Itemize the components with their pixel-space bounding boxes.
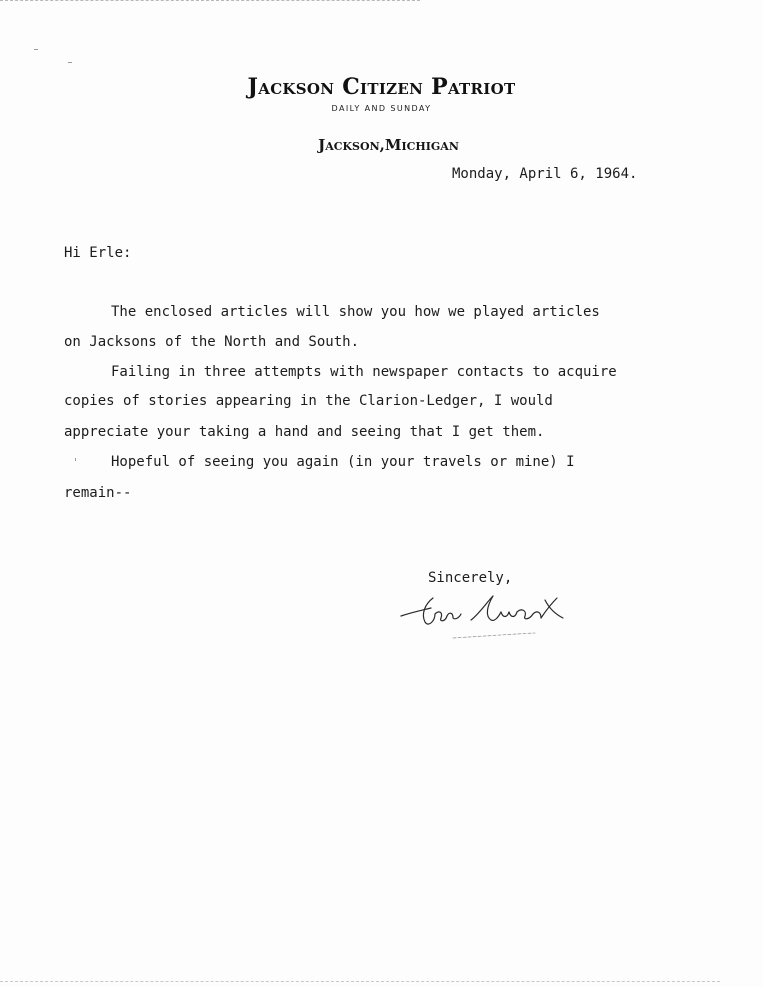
letterhead-title-text: Jackson Citizen Patriot: [247, 74, 516, 100]
body-line: copies of stories appearing in the Clarion-Ledger, I would: [64, 393, 553, 409]
scan-speck: [34, 49, 38, 50]
letterhead-title: [0, 74, 763, 100]
letterhead-location: [0, 136, 763, 154]
scan-edge-bottom: [0, 981, 720, 982]
scan-speck: [68, 62, 72, 63]
body-line: Hopeful of seeing you again (in your travels or mine) I: [111, 454, 575, 470]
letter-date: Monday, April 6, 1964.: [452, 166, 638, 182]
body-line: remain--: [64, 485, 132, 501]
letter-closing: Sincerely,: [428, 570, 513, 586]
body-line: on Jacksons of the North and South.: [64, 334, 360, 350]
body-line: Failing in three attempts with newspaper contacts to acquire: [111, 364, 617, 380]
scan-edge-top: [0, 0, 420, 1]
scan-speck: [75, 458, 76, 461]
body-line: The enclosed articles will show you how we played articles: [111, 304, 600, 320]
handwritten-signature: [395, 590, 575, 642]
letterhead-tagline: DAILY AND SUNDAY: [331, 104, 432, 113]
letter-greeting: Hi Erle:: [64, 245, 132, 261]
letterhead-location-text: Jackson,Michigan: [318, 136, 459, 154]
body-line: appreciate your taking a hand and seeing that I get them.: [64, 424, 545, 440]
